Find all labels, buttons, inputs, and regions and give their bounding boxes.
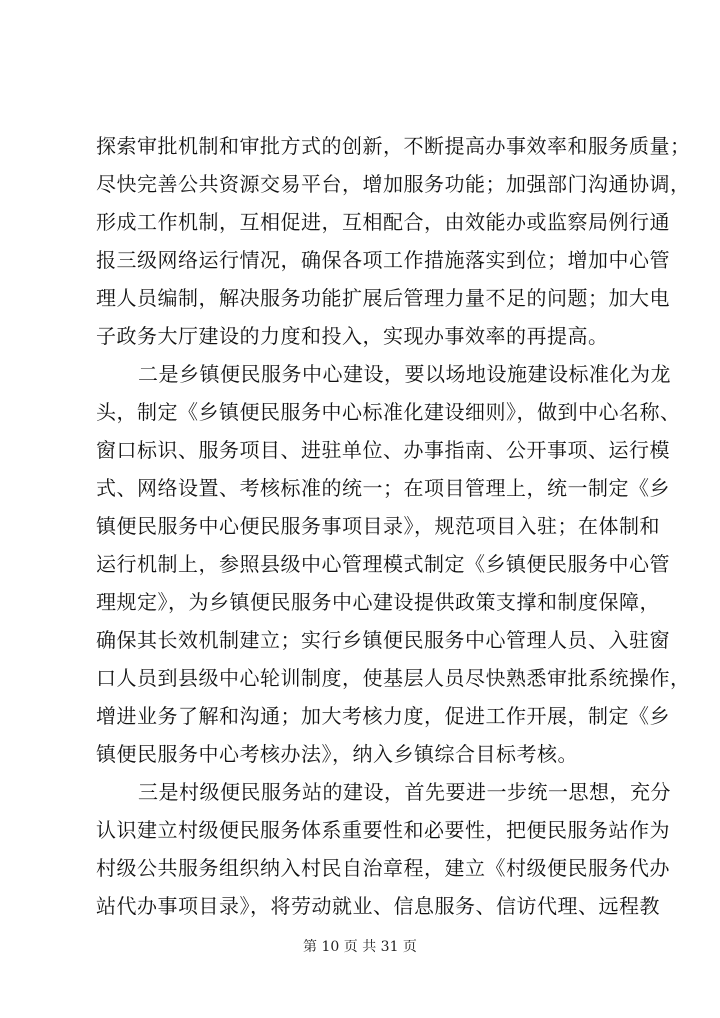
paragraph-first-line: 三是村级便民服务站的建设，首先要进一步统一思想，充分 [138, 780, 671, 804]
text-line: 运行机制上，参照县级中心管理模式制定《乡镇便民服务中心管 [96, 552, 670, 576]
document-body [96, 127, 691, 925]
text-line: 认识建立村级便民服务体系重要性和必要性，把便民服务站作为 [96, 818, 670, 842]
text-line: 头，制定《乡镇便民服务中心标准化建设细则》，做到中心名称、 [96, 400, 681, 424]
text-line: 探索审批机制和审批方式的创新，不断提高办事效率和服务质量； [96, 134, 691, 158]
text-line: 增进业务了解和沟通；加大考核力度，促进工作开展，制定《乡 [96, 704, 670, 728]
text-line: 窗口标识、服务项目、进驻单位、办事指南、公开事项、运行模 [96, 438, 670, 462]
text-line: 镇便民服务中心考核办法》，纳入乡镇综合目标考核。 [96, 742, 578, 766]
text-line: 形成工作机制，互相促进，互相配合，由效能办或监察局例行通 [96, 210, 670, 234]
text-line: 确保其长效机制建立；实行乡镇便民服务中心管理人员、入驻窗 [96, 628, 670, 652]
text-line: 村级公共服务组织纳入村民自治章程，建立《村级便民服务代办 [96, 856, 670, 880]
paragraph-first-line: 二是乡镇便民服务中心建设，要以场地设施建设标准化为龙 [138, 362, 671, 386]
text-line: 理人员编制，解决服务功能扩展后管理力量不足的问题；加大电 [96, 286, 670, 310]
page-number-footer: 第 10 页 共 31 页 [303, 939, 417, 955]
text-line: 报三级网络运行情况，确保各项工作措施落实到位；增加中心管 [96, 248, 670, 272]
text-line: 理规定》，为乡镇便民服务中心建设提供政策支撑和制度保障， [96, 590, 660, 614]
text-line: 口人员到县级中心轮训制度，使基层人员尽快熟悉审批系统操作， [96, 666, 691, 690]
text-line: 镇便民服务中心便民服务事项目录》，规范项目入驻；在体制和 [96, 514, 660, 538]
text-line: 站代办事项目录》，将劳动就业、信息服务、信访代理、远程教 [96, 894, 660, 918]
text-line: 尽快完善公共资源交易平台，增加服务功能；加强部门沟通协调， [96, 172, 691, 196]
text-line: 子政务大厅建设的力度和投入，实现办事效率的再提高。 [96, 324, 609, 348]
text-line: 式、网络设置、考核标准的统一；在项目管理上，统一制定《乡 [96, 476, 670, 500]
